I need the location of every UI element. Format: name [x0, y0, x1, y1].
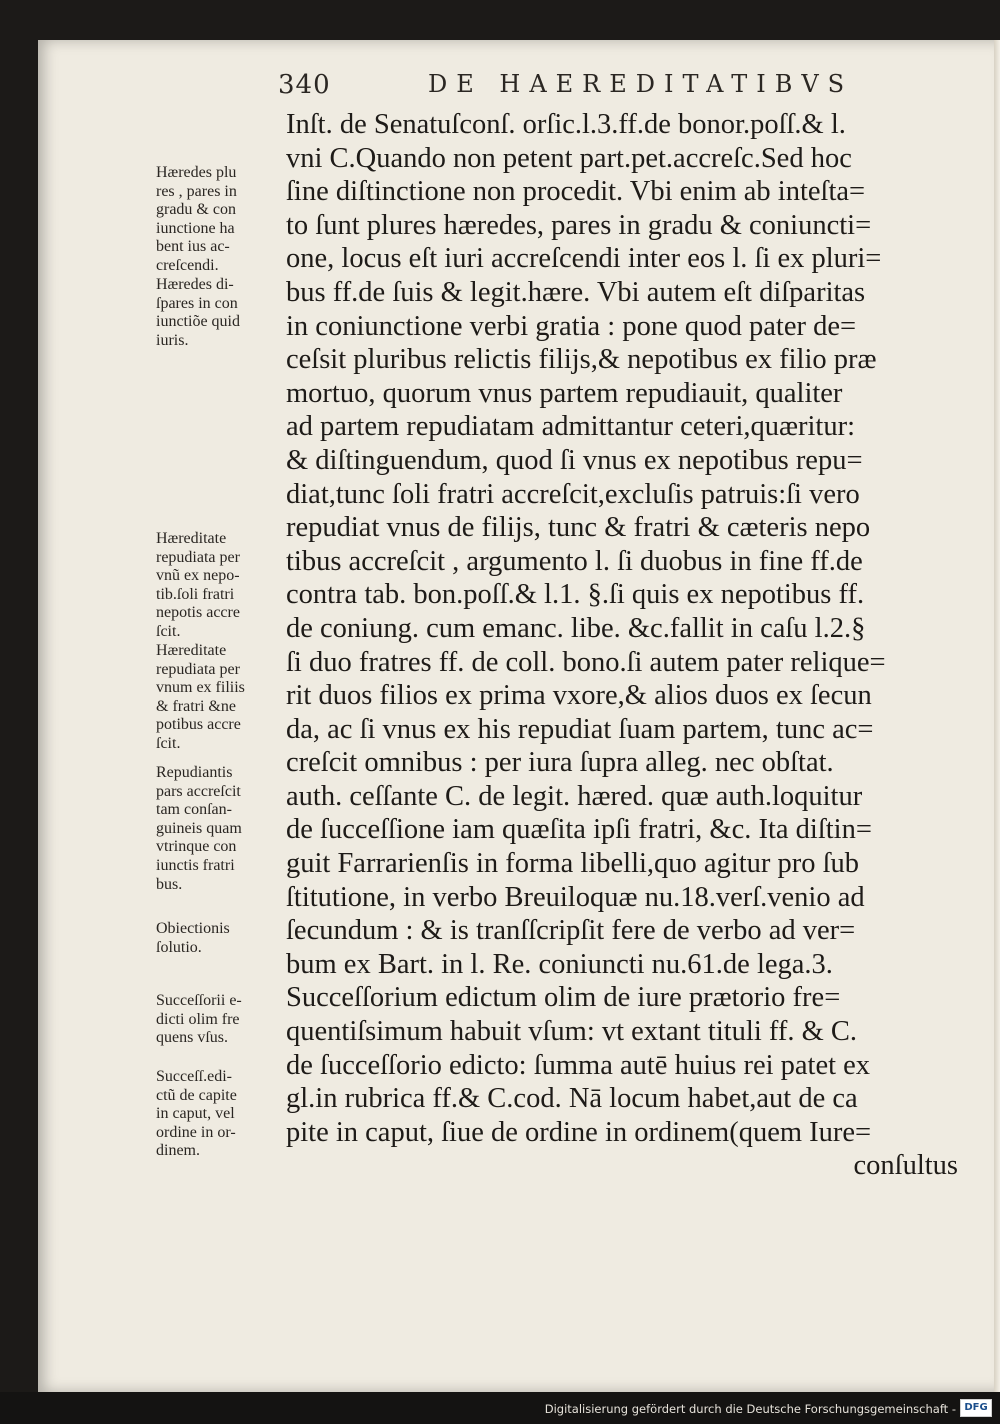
text-line: in coniunctione verbi gratia : pone quod pater de=	[286, 310, 857, 342]
text-line: ad partem repudiatam admittantur ceteri,quæritur:	[286, 411, 855, 443]
marginal-note-line: Succeſſ.edi-	[156, 1068, 232, 1085]
text-line: contra tab. bon.poſſ.& l.1. §.ſi quis ex nepotibus ff.	[286, 579, 865, 611]
marginal-note-line: Hæreditate	[156, 642, 227, 659]
marginal-note-line: iunctis fratri	[156, 856, 235, 874]
marginal-note-line: dicti olim fre	[156, 1010, 240, 1028]
text-line: ſecundum : & is tranſſcripſit fere de verbo ad ver=	[286, 915, 856, 947]
text-line: Inſt. de Senatuſconſ. orſic.l.3.ff.de bonor.poſſ.& l.	[286, 109, 846, 140]
marginal-note	[156, 992, 284, 1048]
text-line: pite in caput, ſiue de ordine in ordinem(quem Iure=	[286, 1116, 872, 1148]
marginal-note-line: res , pares in	[156, 182, 237, 200]
text-line: de ſucceſſione iam quæſita ipſi fratri, &c. Ita diſtin=	[286, 814, 872, 846]
running-head: DE HAEREDITATIBVS	[428, 70, 854, 98]
marginal-note-line: repudiata per	[156, 548, 240, 566]
text-line: bus ff.de ſuis & legit.hære. Vbi autem eſt diſparitas	[286, 276, 866, 308]
text-line: Succeſſorium edictum olim de iure prætorio fre=	[286, 982, 841, 1014]
marginal-note-line: & fratri &ne	[156, 697, 236, 715]
marginal-note-line: dinem.	[156, 1142, 200, 1160]
marginal-note	[156, 920, 284, 957]
marginal-note	[156, 276, 284, 350]
marginal-note-line: Obiectionis	[156, 920, 230, 937]
marginal-note	[156, 164, 284, 276]
text-line: de coniung. cum emanc. libe. &c.fallit in caſu l.2.§	[286, 612, 866, 644]
text-line: mortuo, quorum vnus partem repudiauit, qualiter	[286, 377, 843, 409]
text-line: de ſucceſſorio edicto: ſumma autē huius rei patet ex	[286, 1049, 871, 1081]
text-line: repudiat vnus de filijs, tunc & fratri & cæteris nepo	[286, 512, 871, 544]
marginal-note	[156, 642, 284, 754]
marginal-note	[156, 764, 284, 894]
page-header	[278, 70, 940, 104]
page-number: 340	[278, 70, 331, 100]
marginal-note-line: ſcit.	[156, 622, 181, 640]
text-line: guit Farrarienſis in forma libelli,quo agitur pro ſub	[286, 848, 860, 880]
funding-credit: Digitalisierung gefördert durch die Deutsche Forschungsgemeinschaft -	[544, 1402, 956, 1416]
marginal-note-line: tib.ſoli fratri	[156, 585, 235, 603]
marginal-note-line: bent ius ac-	[156, 238, 230, 256]
marginal-note-line: Hæredes plu	[156, 164, 237, 181]
text-line: vni C.Quando non petent part.pet.accreſc.Sed hoc	[286, 142, 852, 174]
text-line: da, ac ſi vnus ex his repudiat ſuam partem, tunc ac=	[286, 713, 874, 745]
marginal-note-line: tam conſan-	[156, 801, 232, 819]
marginal-note	[156, 530, 284, 642]
text-line: auth. ceſſante C. de legit. hæred. quæ auth.loquitur	[286, 780, 863, 812]
marginal-note-line: in caput, vel	[156, 1105, 235, 1123]
text-line: ſine diſtinctione non procedit. Vbi enim ab inteſta=	[286, 176, 866, 208]
marginal-note-line: ſcit.	[156, 734, 181, 752]
marginal-note-line: vtrinque con	[156, 838, 237, 856]
marginal-note-line: iunctione ha	[156, 219, 235, 237]
marginal-note-line: repudiata per	[156, 660, 240, 678]
text-line: conſultus	[853, 1150, 958, 1182]
marginal-note-line: creſcendi.	[156, 256, 219, 274]
marginal-note-line: Repudiantis	[156, 764, 233, 781]
marginal-note-line: ſolutio.	[156, 938, 202, 956]
marginal-note-line: bus.	[156, 875, 183, 893]
text-line: gl.in rubrica ff.& C.cod. Nā locum habet,aut de ca	[286, 1083, 858, 1115]
marginal-note-line: Hæreditate	[156, 530, 227, 547]
marginal-note	[156, 1068, 284, 1161]
marginal-note-line: potibus accre	[156, 716, 241, 734]
text-line: quentiſsimum habuit vſum: vt extant tituli ff. & C.	[286, 1016, 858, 1048]
marginal-note-line: guineis quam	[156, 819, 242, 837]
marginal-note-line: Hæredes di-	[156, 276, 234, 293]
text-line: & diſtinguendum, quod ſi vnus ex nepotibus repu=	[286, 444, 863, 476]
dfg-logo: DFG	[960, 1399, 992, 1417]
book-page	[38, 40, 1000, 1392]
text-line: one, locus eſt iuri accreſcendi inter eos l. ſi ex pluri=	[286, 243, 882, 275]
marginal-note-line: quens vſus.	[156, 1029, 228, 1047]
marginal-note-line: vnũ ex nepo-	[156, 567, 240, 585]
marginal-note-line: pars accreſcit	[156, 782, 241, 800]
text-line: ſtitutione, in verbo Breuiloquæ nu.18.verſ.venio ad	[286, 881, 865, 913]
text-line: ſi duo fratres ff. de coll. bono.ſi autem pater relique=	[286, 646, 886, 678]
page-edge	[994, 40, 1000, 1392]
text-line: tibus accreſcit , argumento l. ſi duobus in fine ff.de	[286, 545, 863, 577]
marginal-note-line: ſpares in con	[156, 294, 238, 312]
text-line: creſcit omnibus : per iura ſupra alleg. nec obſtat.	[286, 747, 834, 779]
marginal-note-line: gradu & con	[156, 201, 236, 219]
marginal-note-line: iunctiõe quid	[156, 313, 240, 331]
footer-bar	[0, 1392, 1000, 1424]
text-line: to ſunt plures hæredes, pares in gradu & coniuncti=	[286, 209, 872, 241]
marginal-note-line: iuris.	[156, 331, 189, 349]
marginal-note-line: vnum ex filiis	[156, 679, 245, 697]
marginal-note-line: ordine in or-	[156, 1123, 236, 1141]
text-line: bum ex Bart. in l. Re. coniuncti nu.61.de lega.3.	[286, 948, 833, 980]
marginal-note-line: nepotis accre	[156, 604, 240, 622]
main-text-block	[286, 108, 958, 1183]
text-line: ceſsit pluribus relictis filijs,& nepotibus ex filio præ	[286, 344, 877, 376]
text-line: rit duos filios ex prima vxore,& alios duos ex ſecun	[286, 680, 872, 712]
marginal-note-line: ctũ de capite	[156, 1086, 237, 1104]
text-line: diat,tunc ſoli fratri accreſcit,excluſis patruis:ſi vero	[286, 478, 860, 510]
marginal-note-line: Succeſſorii e-	[156, 992, 242, 1009]
